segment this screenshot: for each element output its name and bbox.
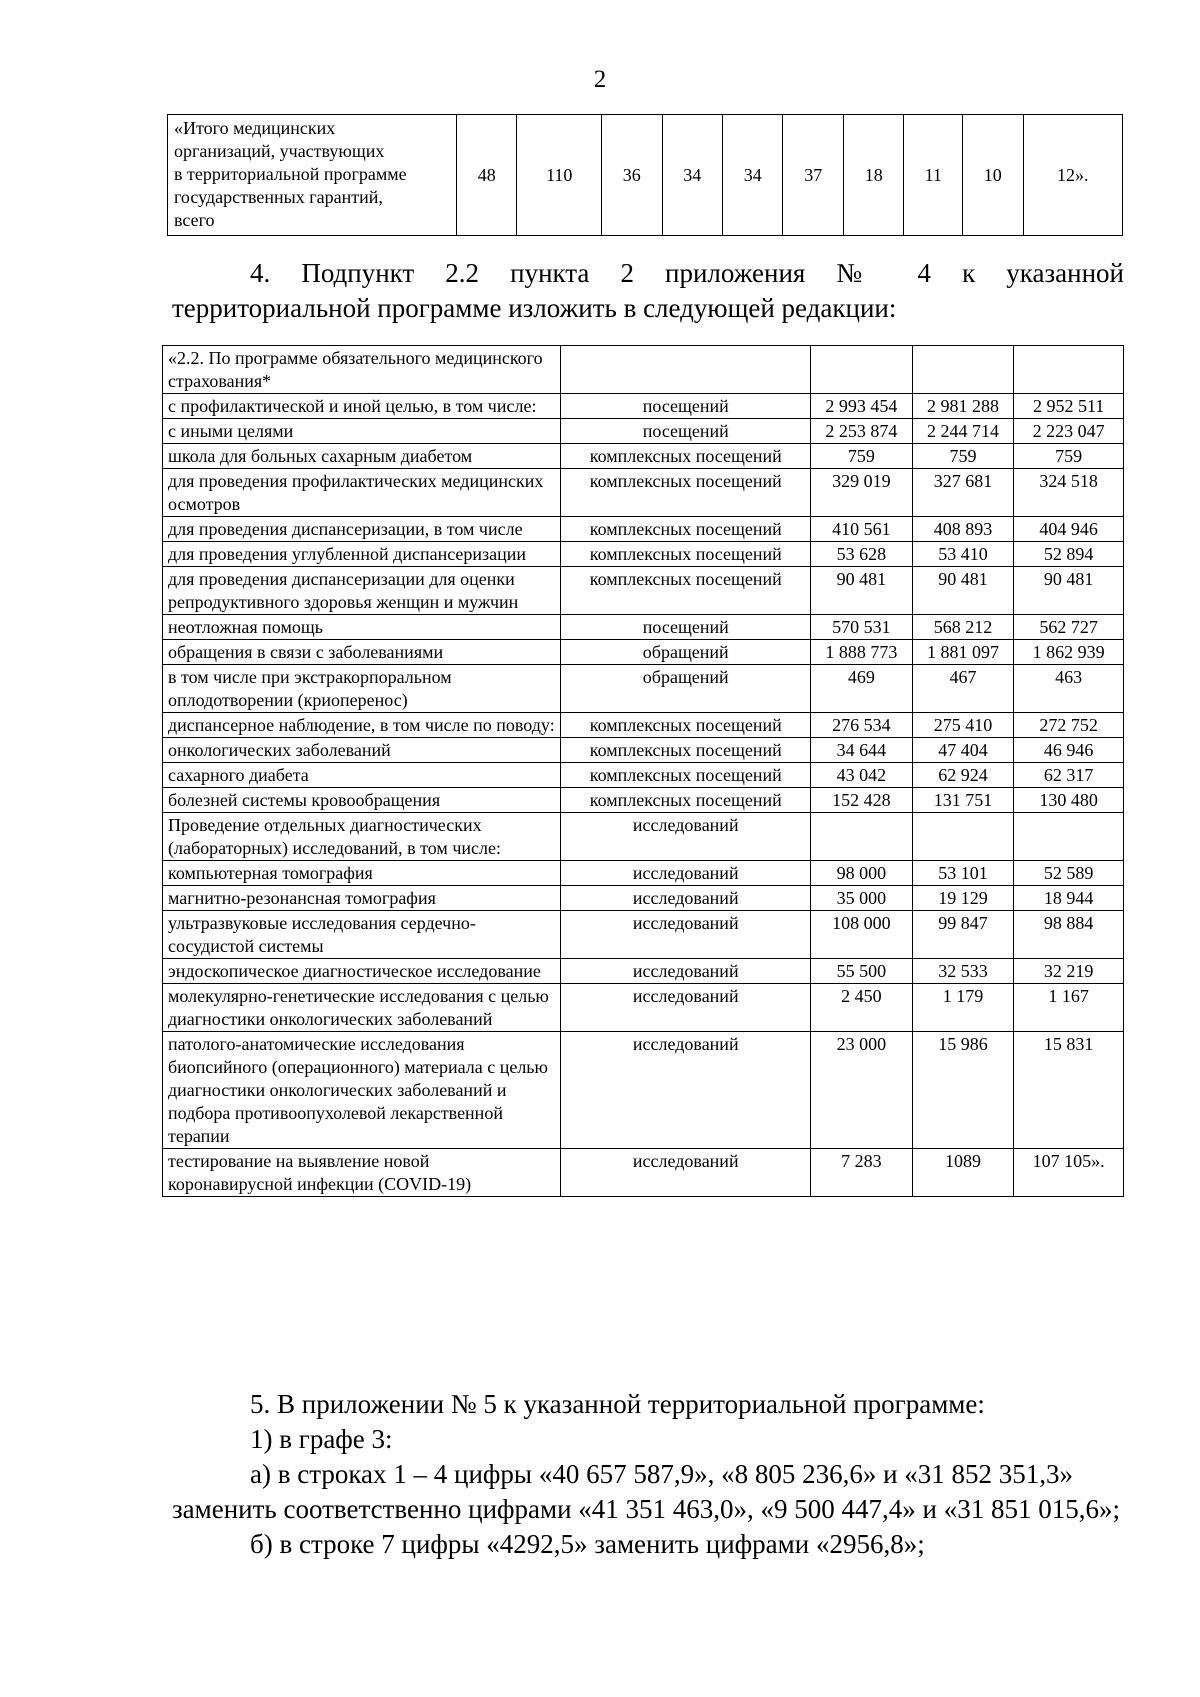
table-row <box>163 615 1124 640</box>
row-value <box>1014 346 1124 394</box>
row-value: 46 946 <box>1014 738 1124 763</box>
row-name: компьютерная томография <box>163 861 561 886</box>
row-name: эндоскопическое диагностическое исследование <box>163 959 561 984</box>
table-row <box>163 713 1124 738</box>
row-value: 18 944 <box>1014 886 1124 911</box>
row-unit: комплексных посещений <box>561 444 811 469</box>
table-row <box>163 567 1124 615</box>
row-unit: исследований <box>561 813 811 861</box>
totals-value: 36 <box>602 115 662 236</box>
totals-value: 18 <box>843 115 903 236</box>
row-unit: обращений <box>561 665 811 713</box>
totals-value: 12». <box>1023 115 1122 236</box>
item-5-paragraph <box>172 1387 1124 1562</box>
item-4-paragraph <box>172 256 1124 326</box>
row-value: 99 847 <box>912 911 1014 959</box>
row-name: для проведения углубленной диспансеризации <box>163 542 561 567</box>
table-row <box>163 469 1124 517</box>
row-value: 98 000 <box>811 861 913 886</box>
totals-label-line: государственных гарантий, <box>174 187 383 207</box>
volumes-table <box>162 345 1124 1197</box>
row-name: «2.2. По программе обязательного медицинского страхования* <box>163 346 561 394</box>
row-value: 272 752 <box>1014 713 1124 738</box>
row-unit: комплексных посещений <box>561 713 811 738</box>
table-row <box>163 1149 1124 1197</box>
row-unit: исследований <box>561 1149 811 1197</box>
totals-label-line: в территориальной программе <box>174 164 407 184</box>
row-value: 62 924 <box>912 763 1014 788</box>
totals-table <box>167 114 1123 236</box>
row-value: 35 000 <box>811 886 913 911</box>
row-value: 1 888 773 <box>811 640 913 665</box>
row-value: 759 <box>1014 444 1124 469</box>
row-unit: комплексных посещений <box>561 738 811 763</box>
row-name: неотложная помощь <box>163 615 561 640</box>
row-value: 1 179 <box>912 984 1014 1032</box>
table-row <box>163 394 1124 419</box>
table-row <box>163 886 1124 911</box>
row-name: для проведения диспансеризации, в том числе <box>163 517 561 542</box>
row-value <box>912 813 1014 861</box>
row-value: 1 862 939 <box>1014 640 1124 665</box>
row-value: 1 167 <box>1014 984 1124 1032</box>
row-value: 469 <box>811 665 913 713</box>
row-value: 2 981 288 <box>912 394 1014 419</box>
row-value: 410 561 <box>811 517 913 542</box>
table-row <box>163 861 1124 886</box>
item-5-line: б) в строке 7 цифры «4292,5» заменить цифрами «2956,8»; <box>250 1529 925 1559</box>
row-unit: комплексных посещений <box>561 763 811 788</box>
row-value: 2 244 714 <box>912 419 1014 444</box>
row-value: 90 481 <box>912 567 1014 615</box>
totals-value: 34 <box>662 115 722 236</box>
row-name: патолого-анатомические исследования биопсийного (операционного) материала с целью диагностики онкологических заболеваний и подбора противоопухолевой лекарственной терапии <box>163 1032 561 1149</box>
item-5-line: 1) в графе 3: <box>250 1424 393 1454</box>
row-unit: комплексных посещений <box>561 517 811 542</box>
totals-label-line: всего <box>174 210 215 230</box>
table-row <box>163 1032 1124 1149</box>
totals-label <box>168 115 457 236</box>
row-value: 1089 <box>912 1149 1014 1197</box>
page-number: 2 <box>593 66 607 93</box>
row-name: для проведения диспансеризации для оценки репродуктивного здоровья женщин и мужчин <box>163 567 561 615</box>
item-5-line: а) в строках 1 – 4 цифры «40 657 587,9», «8 805 236,6» и «31 852 351,3» <box>250 1459 1074 1489</box>
row-value <box>912 346 1014 394</box>
row-value: 404 946 <box>1014 517 1124 542</box>
row-value: 2 253 874 <box>811 419 913 444</box>
row-name: онкологических заболеваний <box>163 738 561 763</box>
row-value: 90 481 <box>1014 567 1124 615</box>
row-name: с иными целями <box>163 419 561 444</box>
row-value: 52 589 <box>1014 861 1124 886</box>
row-name: Проведение отдельных диагностических (лабораторных) исследований, в том числе: <box>163 813 561 861</box>
row-value: 7 283 <box>811 1149 913 1197</box>
row-value: 32 219 <box>1014 959 1124 984</box>
row-unit: комплексных посещений <box>561 788 811 813</box>
table-row <box>163 665 1124 713</box>
row-value: 131 751 <box>912 788 1014 813</box>
row-name: молекулярно-генетические исследования с целью диагностики онкологических заболеваний <box>163 984 561 1032</box>
row-value: 152 428 <box>811 788 913 813</box>
row-value: 19 129 <box>912 886 1014 911</box>
row-value: 1 881 097 <box>912 640 1014 665</box>
row-value: 98 884 <box>1014 911 1124 959</box>
row-value: 570 531 <box>811 615 913 640</box>
row-value: 463 <box>1014 665 1124 713</box>
table-row <box>163 984 1124 1032</box>
row-value: 2 223 047 <box>1014 419 1124 444</box>
table-row <box>163 640 1124 665</box>
item-5-line: заменить соответственно цифрами «41 351 463,0», «9 500 447,4» и «31 851 015,6»; <box>172 1494 1120 1524</box>
row-name: с профилактической и иной целью, в том числе: <box>163 394 561 419</box>
row-value <box>811 813 913 861</box>
row-value: 53 410 <box>912 542 1014 567</box>
row-name: ультразвуковые исследования сердечно-сосудистой системы <box>163 911 561 959</box>
row-value: 62 317 <box>1014 763 1124 788</box>
row-value: 467 <box>912 665 1014 713</box>
totals-value: 10 <box>963 115 1023 236</box>
item-5-line: 5. В приложении № 5 к указанной территориальной программе: <box>250 1389 985 1419</box>
row-unit: исследований <box>561 959 811 984</box>
totals-value: 110 <box>517 115 602 236</box>
row-unit: посещений <box>561 615 811 640</box>
row-unit: посещений <box>561 394 811 419</box>
row-value: 2 450 <box>811 984 913 1032</box>
row-value: 107 105». <box>1014 1149 1124 1197</box>
row-value: 408 893 <box>912 517 1014 542</box>
row-unit: исследований <box>561 1032 811 1149</box>
totals-value: 34 <box>722 115 782 236</box>
row-value: 329 019 <box>811 469 913 517</box>
table-row <box>163 419 1124 444</box>
row-unit: исследований <box>561 911 811 959</box>
row-value <box>811 346 913 394</box>
row-value: 108 000 <box>811 911 913 959</box>
row-value: 32 533 <box>912 959 1014 984</box>
row-value: 276 534 <box>811 713 913 738</box>
row-unit: исследований <box>561 984 811 1032</box>
row-unit: исследований <box>561 886 811 911</box>
row-value: 55 500 <box>811 959 913 984</box>
row-value: 53 628 <box>811 542 913 567</box>
row-name: диспансерное наблюдение, в том числе по поводу: <box>163 713 561 738</box>
row-name: сахарного диабета <box>163 763 561 788</box>
row-value: 562 727 <box>1014 615 1124 640</box>
table-row <box>163 444 1124 469</box>
row-value: 324 518 <box>1014 469 1124 517</box>
row-value: 2 952 511 <box>1014 394 1124 419</box>
totals-value: 37 <box>783 115 843 236</box>
row-name: обращения в связи с заболеваниями <box>163 640 561 665</box>
row-value: 327 681 <box>912 469 1014 517</box>
table-row <box>163 517 1124 542</box>
row-name: для проведения профилактических медицинских осмотров <box>163 469 561 517</box>
row-unit <box>561 346 811 394</box>
row-unit: исследований <box>561 861 811 886</box>
row-value: 130 480 <box>1014 788 1124 813</box>
totals-label-line: «Итого медицинских <box>174 118 336 138</box>
row-unit: обращений <box>561 640 811 665</box>
totals-value: 48 <box>457 115 517 236</box>
row-value: 568 212 <box>912 615 1014 640</box>
row-name: болезней системы кровообращения <box>163 788 561 813</box>
row-value: 43 042 <box>811 763 913 788</box>
row-value <box>1014 813 1124 861</box>
table-row <box>163 763 1124 788</box>
row-value: 275 410 <box>912 713 1014 738</box>
row-value: 47 404 <box>912 738 1014 763</box>
row-value: 15 831 <box>1014 1032 1124 1149</box>
row-name: школа для больных сахарным диабетом <box>163 444 561 469</box>
table-row <box>163 346 1124 394</box>
table-row <box>163 813 1124 861</box>
row-value: 90 481 <box>811 567 913 615</box>
item-4-line: 4. Подпункт 2.2 пункта 2 приложения № 4 к указанной <box>250 258 1124 288</box>
item-4-line: территориальной программе изложить в следующей редакции: <box>172 293 897 323</box>
row-value: 759 <box>811 444 913 469</box>
row-name: в том числе при экстракорпоральном оплодотворении (криоперенос) <box>163 665 561 713</box>
totals-label-line: организаций, участвующих <box>174 141 385 161</box>
row-name: тестирование на выявление новой коронавирусной инфекции (COVID-19) <box>163 1149 561 1197</box>
row-unit: комплексных посещений <box>561 542 811 567</box>
row-unit: комплексных посещений <box>561 469 811 517</box>
row-value: 23 000 <box>811 1032 913 1149</box>
row-unit: комплексных посещений <box>561 567 811 615</box>
row-value: 53 101 <box>912 861 1014 886</box>
table-row <box>163 788 1124 813</box>
row-value: 759 <box>912 444 1014 469</box>
row-value: 2 993 454 <box>811 394 913 419</box>
table-row <box>163 738 1124 763</box>
row-value: 34 644 <box>811 738 913 763</box>
row-unit: посещений <box>561 419 811 444</box>
table-row <box>163 542 1124 567</box>
table-row <box>163 959 1124 984</box>
row-name: магнитно-резонансная томография <box>163 886 561 911</box>
row-value: 52 894 <box>1014 542 1124 567</box>
totals-value: 11 <box>904 115 963 236</box>
table-row <box>163 911 1124 959</box>
row-value: 15 986 <box>912 1032 1014 1149</box>
table-row <box>168 115 1123 236</box>
